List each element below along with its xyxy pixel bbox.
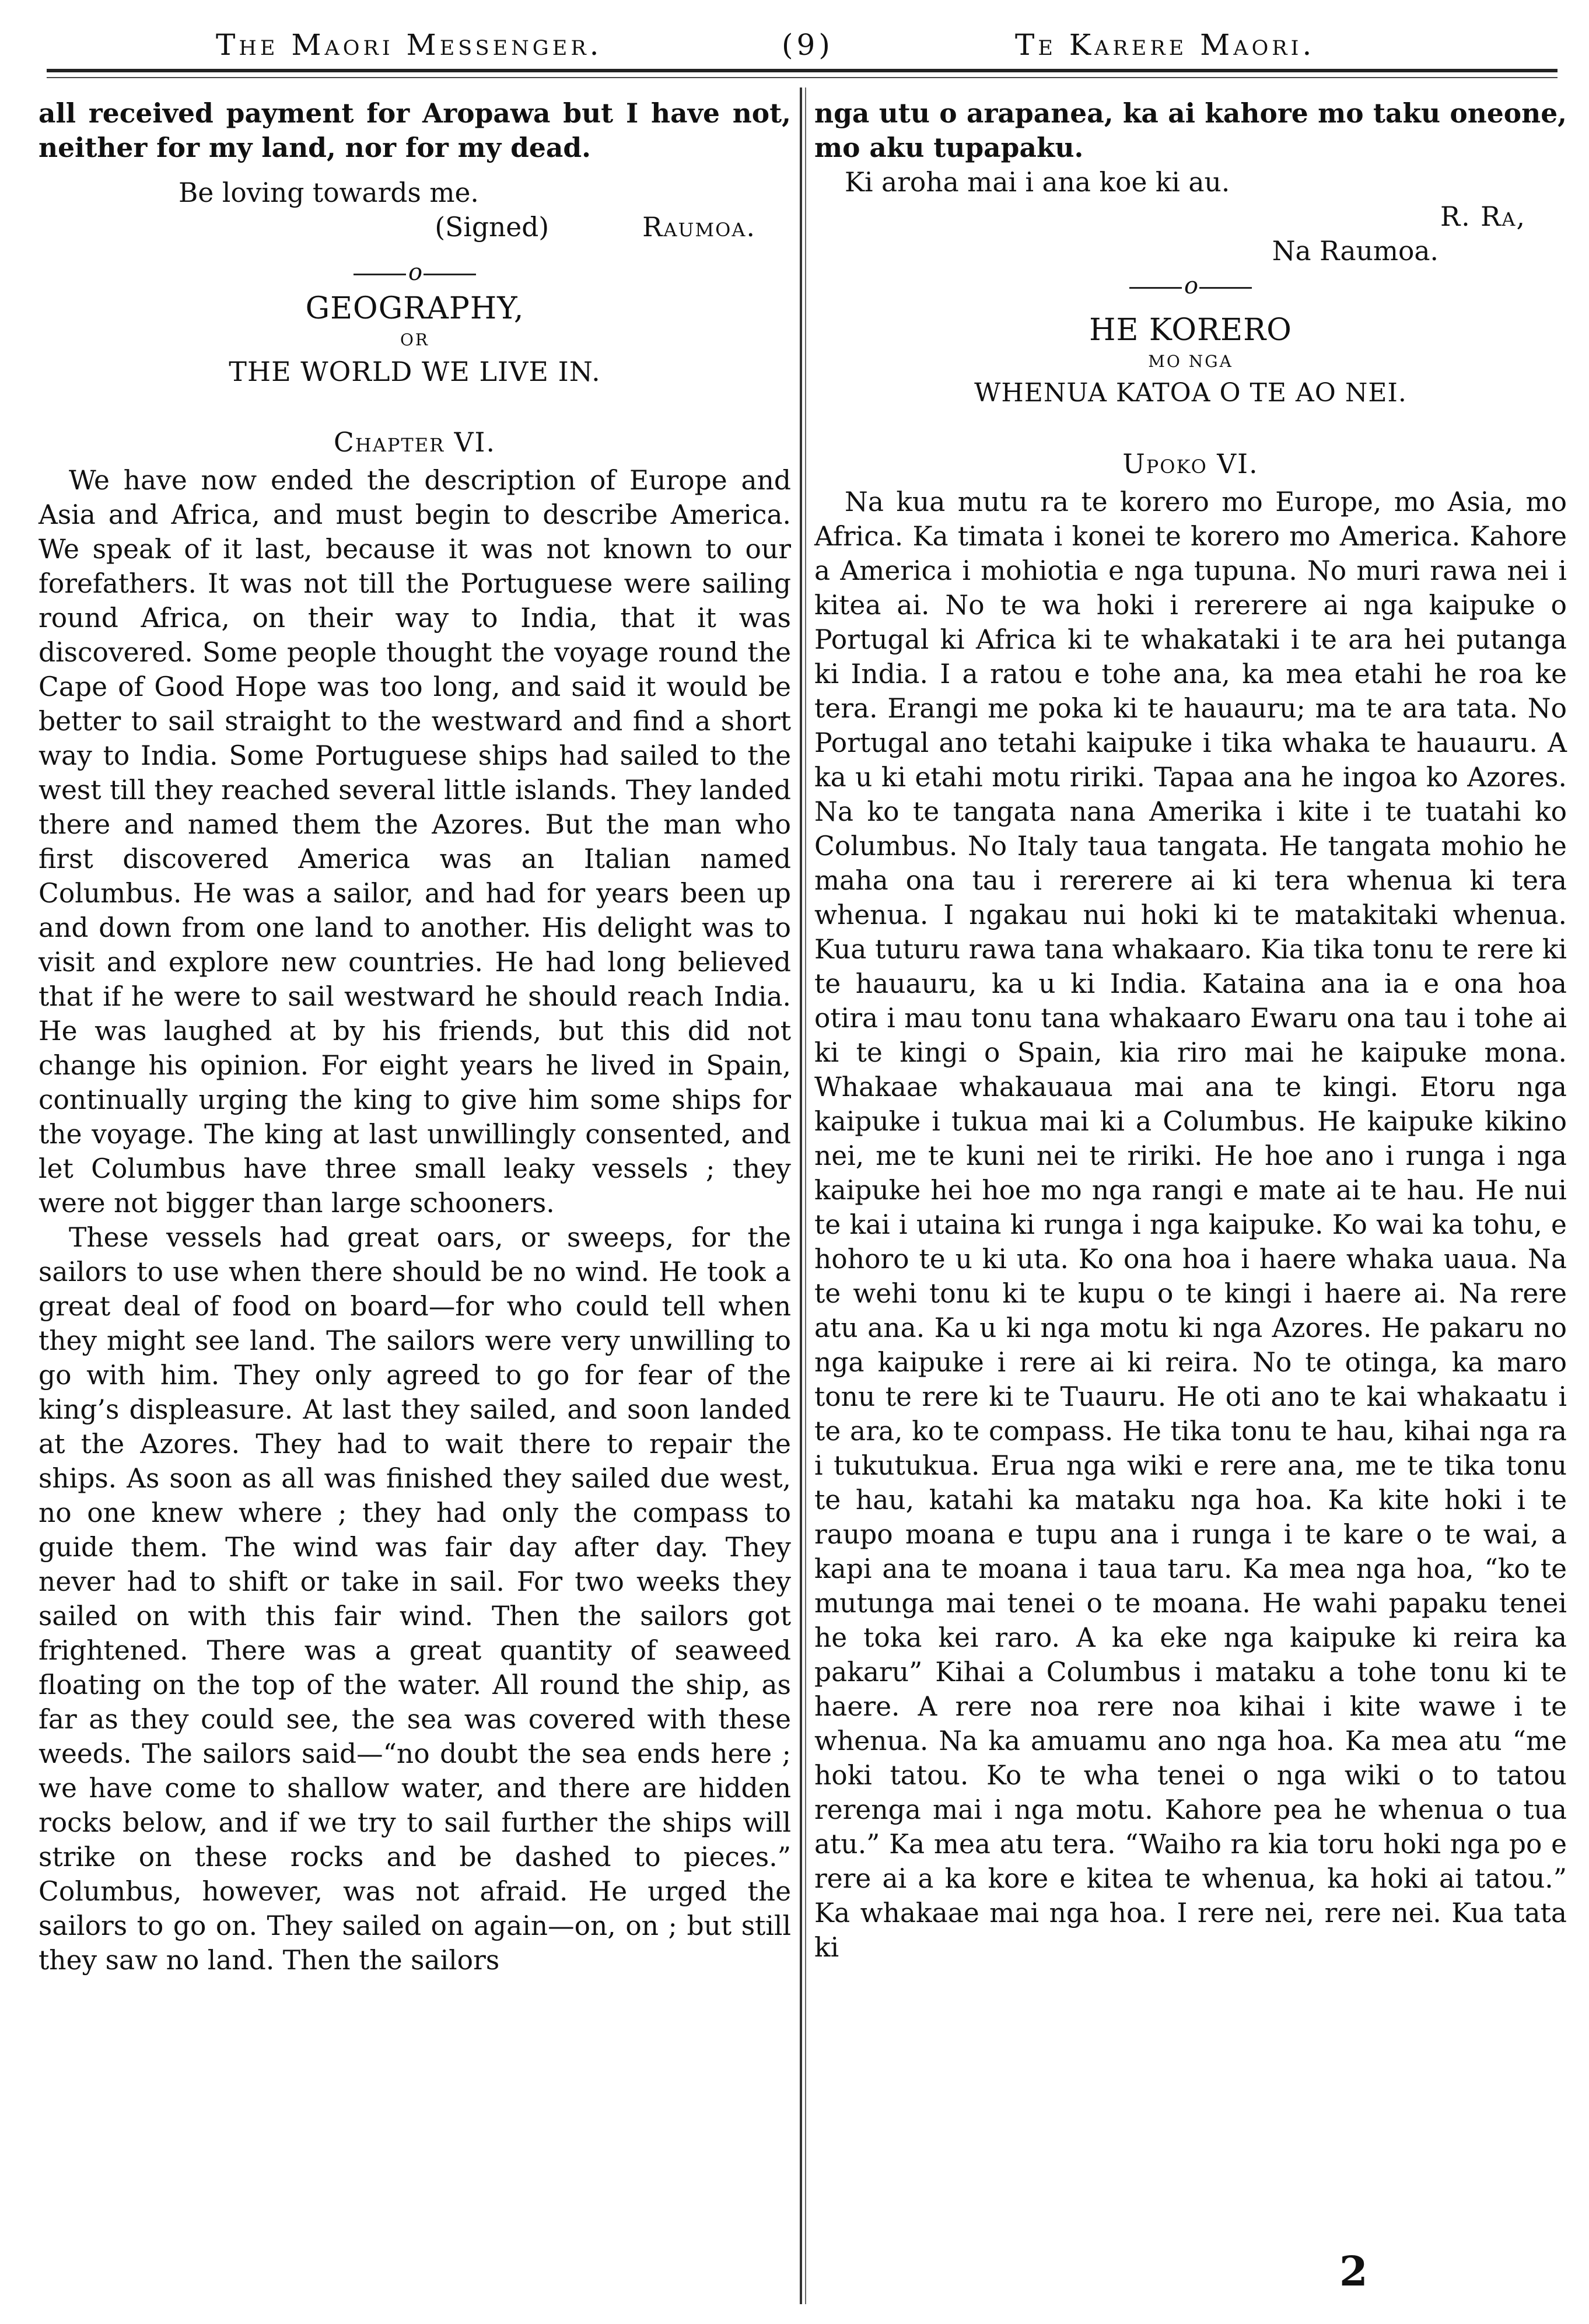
- column-divider: [800, 88, 802, 2304]
- maori-column: [814, 96, 1567, 1965]
- header-maori-title: Te Karere Maori.: [1015, 28, 1315, 62]
- article-or: OR: [400, 330, 430, 349]
- section-separator: o: [38, 255, 791, 290]
- article-subtitle: THE WORLD WE LIVE IN.: [229, 356, 601, 387]
- english-paragraph-1: We have now ended the description of Europe and Asia and Africa, and must begin to describe America. We speak of it last, because it was not known to our forefathers. It was not till the Portuguese were sailing round Africa, on their way to India, that it was discovered. Some people thought the voyage round the Cape of Good Hope was too long, and said it would be better to sail straight to the westward and find a short way to India. Some Portuguese ships had sailed to the west till they reached several little islands. They landed there and named them the Azores. But the man who first discovered America was an Italian named Columbus. He was a sailor, and had for years been up and down from one land to another. His delight was to visit and explore new countries. He had long believed that if he were to sail westward he should reach India. He was laughed at by his friends, but this did not change his opinion. For eight years he lived in Spain, continually urging the king to give him some ships for the voyage. The king at last unwillingly consented, and let Columbus have three small leaky vessels ; they were not bigger than large schooners.: [38, 465, 791, 1219]
- english-paragraph-2: These vessels had great oars, or sweeps, for the sailors to use when there should be no wind. He took a great deal of food on board—for who could tell when they might see land. The sailors were very unwilling to go with him. They only agreed to go for fear of the king’s displeasure. At last they sailed, and soon landed at the Azores. They had to wait there to repair the ships. As soon as all was finished they sailed due west, no one knew where ; they had only the compass to guide them. The wind was fair day after day. They never had to shift or take in sail. For two weeks they sailed on with this fair wind. Then the sailors got frightened. There was a great quantity of seaweed floating on the top of the water. All round the ship, as far as they could see, the sea was covered with these weeds. The sailors said—“no doubt the sea ends here ; we have come to shallow water, and there are hidden rocks below, and if we try to sail further the ships will strike on these rocks and be dashed to pieces.” Columbus, however, was not afraid. He urged the sailors to go on. They sailed on again—on, on ; but still they saw no land. Then the sailors: [38, 1222, 791, 1976]
- header-page-number: (9): [782, 28, 834, 62]
- header-english-title: The Maori Messenger.: [216, 28, 603, 62]
- maori-article-subtitle: WHENUA KATOA O TE AO NEI.: [974, 378, 1407, 408]
- signed-label: (Signed): [435, 212, 550, 243]
- header-rule-thin: [47, 77, 1558, 78]
- column-divider-secondary: [805, 88, 806, 2304]
- maori-chapter-heading: Upoko VI.: [1122, 449, 1259, 480]
- chapter-heading: Chapter VI.: [334, 427, 496, 458]
- maori-sign-initials: R. Ra,: [1440, 201, 1526, 232]
- maori-sign-name: Na Raumoa.: [1272, 236, 1438, 267]
- section-separator-maori: o: [814, 268, 1567, 303]
- maori-mo-nga: MO NGA: [1148, 352, 1233, 371]
- signature-mark: 2: [1339, 2247, 1368, 2295]
- signed-name: Raumoa.: [642, 212, 756, 243]
- english-column: [38, 96, 791, 1978]
- maori-letter-ending: nga utu o arapanea, ka ai kahore mo taku oneone, mo aku tupapaku.: [814, 97, 1567, 163]
- english-letter-closing: Be loving towards me.: [178, 177, 479, 208]
- article-title: GEOGRAPHY,: [305, 291, 524, 326]
- header-rule-thick: [47, 69, 1558, 72]
- english-signature: [38, 210, 791, 244]
- maori-paragraph-1: Na kua mutu ra te korero mo Europe, mo Asia, mo Africa. Ka timata i konei te korero mo America. Kahore a America i mohiotia e nga tupuna. No muri rawa nei i kitea ai. No te wa hoki i rererere ai nga kaipuke o Portugal ki Africa ki te whakataki i te ara hei putanga ki India. I a ratou e tohe ana, ka mea etahi he roa ke tera. Erangi me poka ki te hauauru; ma te ara tata. No Portugal ano tetahi kaipuke i tika whaka te hauauru. A ka u ki etahi motu ririki. Tapaa ana he ingoa ko Azores. Na ko te tangata nana Amerika i kite i te tuatahi ko Columbus. No Italy taua tangata. He tangata mohio he maha ona tau i rererere ai ki tera whenua ki tera whenua. I ngakau nui hoki ki te matakitaki whenua. Kua tuturu rawa tana whakaaro. Kia tika tonu te rere ki te hauauru, ka u ki India. Kataina ana ia e ona hoa otira i mau tonu tana whakaaro Ewaru ona tau i tohe ai ki te kingi o Spain, kia riro mai he kaipuke mona. Whakaae whakauaua mai ana te kingi. Etoru nga kaipuke i tukua mai ki a Columbus. He kaipuke kikino nei, me te kuni nei te ririki. He hoe ano i runga i nga kaipuke hei hoe mo nga rangi e mate ai te hau. He nui te kai i utaina ki runga i nga kaipuke. Ko wai ka tohu, e hohoro te u ki uta. Ko ona hoa i haere whaka uaua. Na te wehi tonu ki te kupu o te kingi i haere ai. Na rere atu ana. Ka u ki nga motu ki nga Azores. He pakaru no nga kaipuke i rere ai ki reira. No te otinga, ka maro tonu te rere ki te Tuauru. He oti ano te kai whakaatu i te ara, ko te compass. He tika tonu te hau, kihai nga ra i tukutukua. Erua nga wiki e rere ana, me te tika tonu te hau, katahi ka mataku nga hoa. Ka kite hoki i te raupo moana e tupu ana i runga i te kare o te wai, a kapi ana te moana i taua taru. Ka mea nga hoa, “ko te mutunga mai tenei o te moana. He wahi papaku tenei he toka kei raro. A ka eke nga kaipuke ki reira ka pakaru” Kihai a Columbus i mataku a tohe tonu ki te haere. A rere noa rere noa kihai i kite wawe i te whenua. Na ka amuamu ano nga hoa. Ka mea atu “me hoki tatou. Ko te wha tenei o nga wiki o to tatou rerenga mai i nga motu. Kahore pea he whenua o tua atu.” Ka mea atu tera. “Waiho ra kia toru hoki nga po e rere ai a ka kore e kitea te whenua, ka hoki ai tatou.” Ka whakaae mai nga hoa. I rere nei, rere nei. Kua tata ki: [814, 487, 1567, 1963]
- maori-article-title: HE KORERO: [1089, 313, 1292, 348]
- english-letter-ending: all received payment for Aropawa but I have not, neither for my land, nor for my dead.: [38, 97, 791, 163]
- maori-letter-closing: Ki aroha mai i ana koe ki au.: [845, 167, 1230, 198]
